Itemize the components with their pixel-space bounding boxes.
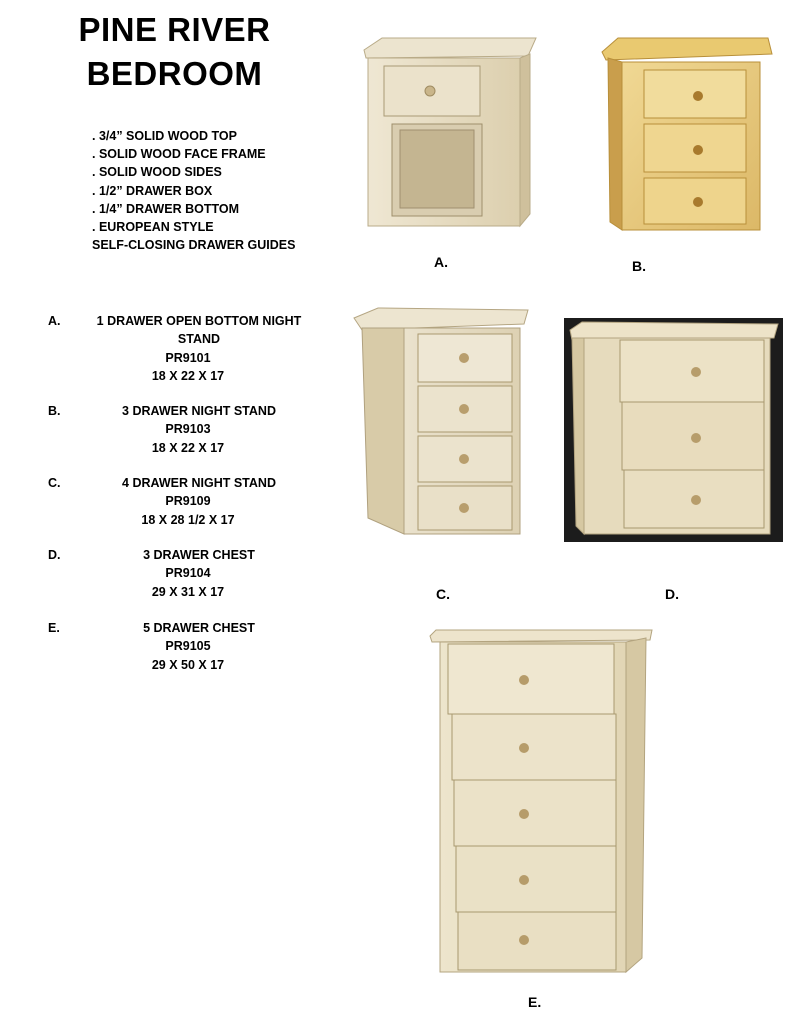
photo-caption-b: B. [632,258,646,274]
product-letter: D. [48,548,61,562]
product-letter: A. [48,314,61,328]
feature-item: SELF-CLOSING DRAWER GUIDES [92,238,296,253]
product-dimensions: 18 X 22 X 17 [151,440,225,455]
product-name: 3 DRAWER NIGHT STAND [122,404,276,418]
product-code: PR9105 [165,639,211,654]
feature-item: . 1/2” DRAWER BOX [92,183,213,198]
product-item-b [48,402,328,457]
product-item-a [48,312,328,385]
feature-item: . EUROPEAN STYLE [92,220,214,235]
feature-item: . SOLID WOOD SIDES [92,165,222,180]
photo-chest-3-drawer [564,318,783,542]
product-item-d [48,546,328,601]
photo-caption-e: E. [528,994,542,1010]
product-code: PR9103 [165,422,211,437]
feature-item: . 1/4” DRAWER BOTTOM [92,201,240,216]
product-dimensions: 29 X 31 X 17 [151,584,225,599]
title-line-2: BEDROOM [86,55,263,92]
page-title [42,8,307,96]
photo-caption-d: D. [665,586,679,602]
product-name: 4 DRAWER NIGHT STAND [122,476,276,490]
photo-caption-c: C. [436,586,450,602]
feature-list [92,127,295,254]
product-code: PR9104 [165,566,211,581]
product-name: 5 DRAWER CHEST [143,621,255,635]
product-name-cont: STAND [177,332,221,347]
photo-caption-a: A. [434,254,448,270]
product-code: PR9101 [165,350,211,365]
product-dimensions: 18 X 22 X 17 [151,368,225,383]
product-dimensions: 29 X 50 X 17 [151,657,225,672]
photo-nightstand-3-drawer [598,36,774,232]
photo-nightstand-open-bottom [360,36,538,232]
product-item-c [48,474,328,529]
photo-chest-5-drawer [428,628,654,976]
product-letter: C. [48,476,61,490]
product-name: 3 DRAWER CHEST [143,548,255,562]
product-name: 1 DRAWER OPEN BOTTOM NIGHT [96,314,302,328]
feature-item: . 3/4” SOLID WOOD TOP [92,129,237,143]
product-code: PR9109 [165,494,211,509]
title-line-1: PINE RIVER [78,11,271,48]
product-letter: E. [48,621,60,635]
product-letter: B. [48,404,61,418]
photo-nightstand-4-drawer [352,306,532,538]
product-item-e [48,619,328,674]
product-dimensions: 18 X 28 1/2 X 17 [141,512,235,527]
feature-item: . SOLID WOOD FACE FRAME [92,147,266,162]
